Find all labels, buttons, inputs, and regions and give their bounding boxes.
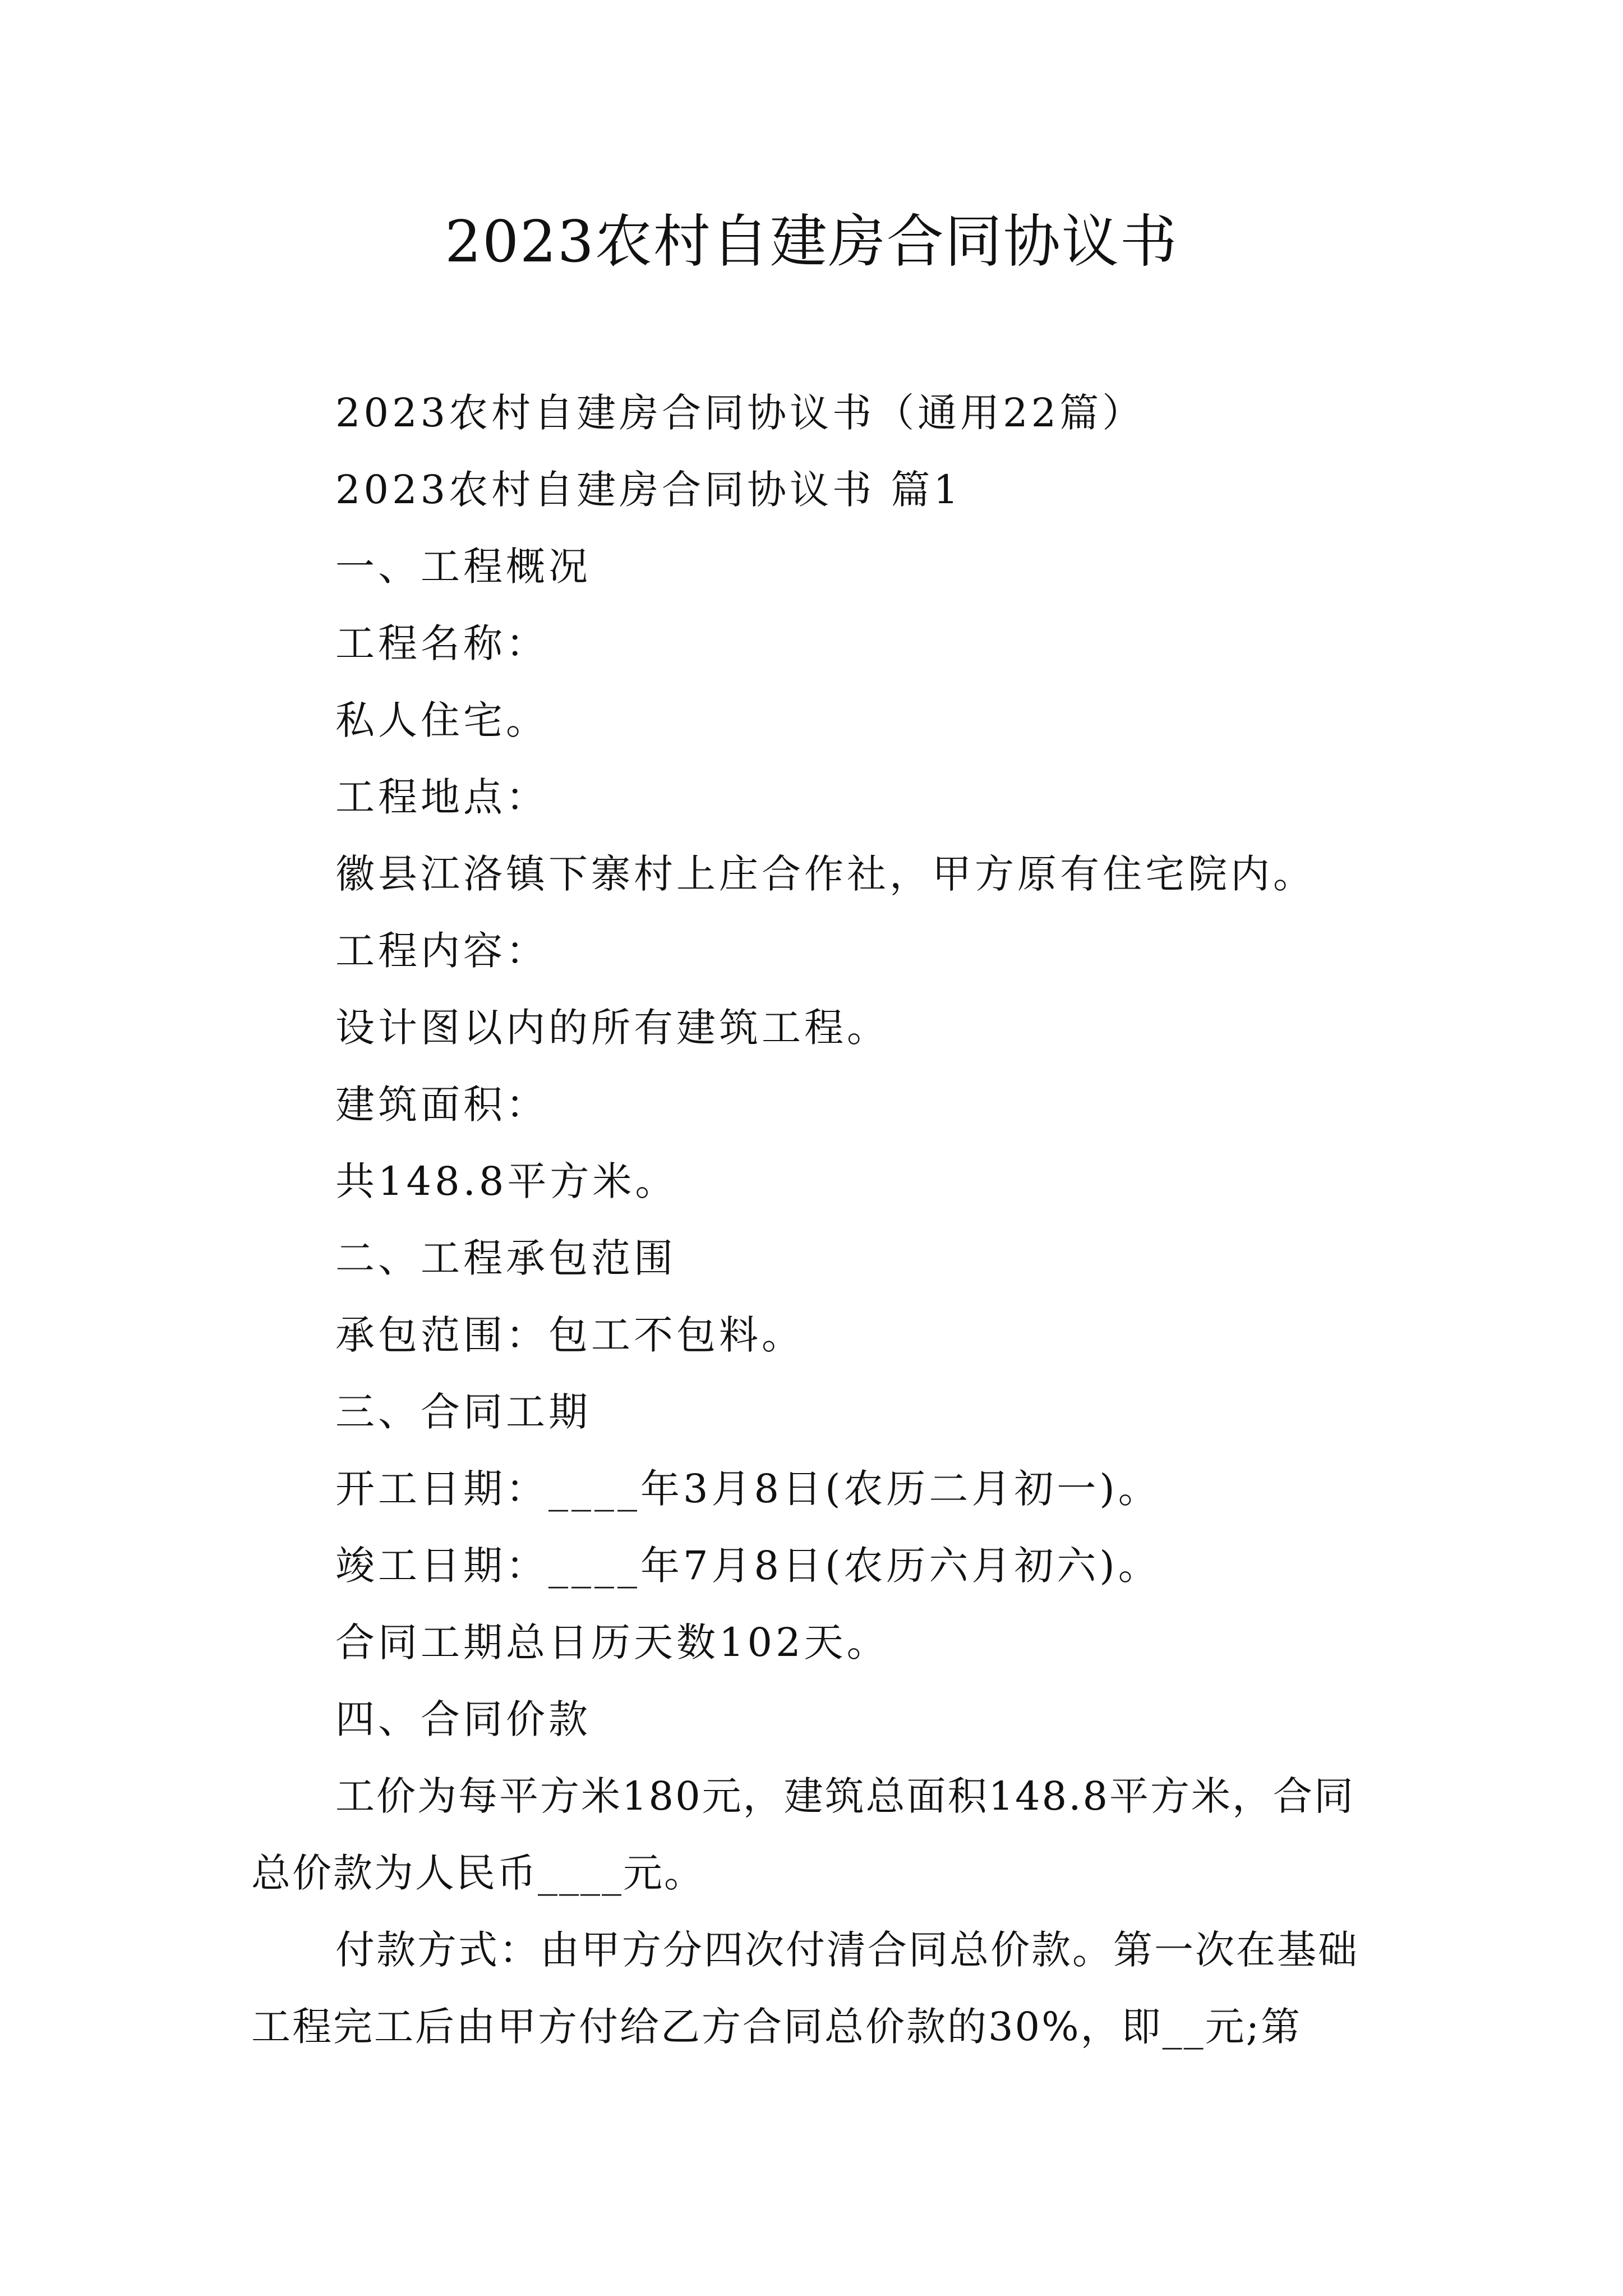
document-body (251, 375, 1390, 2065)
paragraph-heading-duration: 三、合同工期 (335, 1389, 591, 1435)
document-title: 2023农村自建房合同协议书 (445, 209, 1178, 275)
paragraph-section-heading: 2023农村自建房合同协议书 篇1 (335, 467, 962, 513)
paragraph-project-name-label: 工程名称： (335, 620, 548, 666)
paragraph-project-location-value: 徽县江洛镇下寨村上庄合作社，甲方原有住宅院内。 (335, 851, 1316, 897)
paragraph-heading-overview: 一、工程概况 (335, 544, 591, 590)
paragraph-subtitle: 2023农村自建房合同协议书（通用22篇） (335, 390, 1145, 436)
paragraph-completion-date: 竣工日期：____年7月8日(农历六月初六)。 (335, 1543, 1161, 1589)
paragraph-start-date: 开工日期：____年3月8日(农历二月初一)。 (335, 1466, 1161, 1512)
paragraph-heading-scope: 二、工程承包范围 (335, 1235, 676, 1281)
paragraph-price-detail: 工价为每平方米180元，建筑总面积148.8平方米，合同总价款为人民币____元。 (251, 1773, 1355, 1896)
paragraph-project-content-label: 工程内容： (335, 928, 548, 974)
paragraph-project-name-value: 私人住宅。 (335, 697, 548, 743)
paragraph-payment-method: 付款方式：由甲方分四次付清合同总价款。第一次在基础工程完工后由甲方付给乙方合同总价款的30%，即__元;第 (251, 1927, 1359, 2050)
paragraph-building-area-label: 建筑面积： (335, 1082, 548, 1128)
paragraph-building-area-value: 共148.8平方米。 (335, 1158, 678, 1204)
paragraph-scope-value: 承包范围：包工不包料。 (335, 1312, 804, 1358)
paragraph-project-content-value: 设计图以内的所有建筑工程。 (335, 1005, 889, 1051)
paragraph-total-days: 合同工期总日历天数102天。 (335, 1619, 889, 1665)
paragraph-heading-price: 四、合同价款 (335, 1696, 591, 1742)
paragraph-project-location-label: 工程地点： (335, 774, 548, 820)
